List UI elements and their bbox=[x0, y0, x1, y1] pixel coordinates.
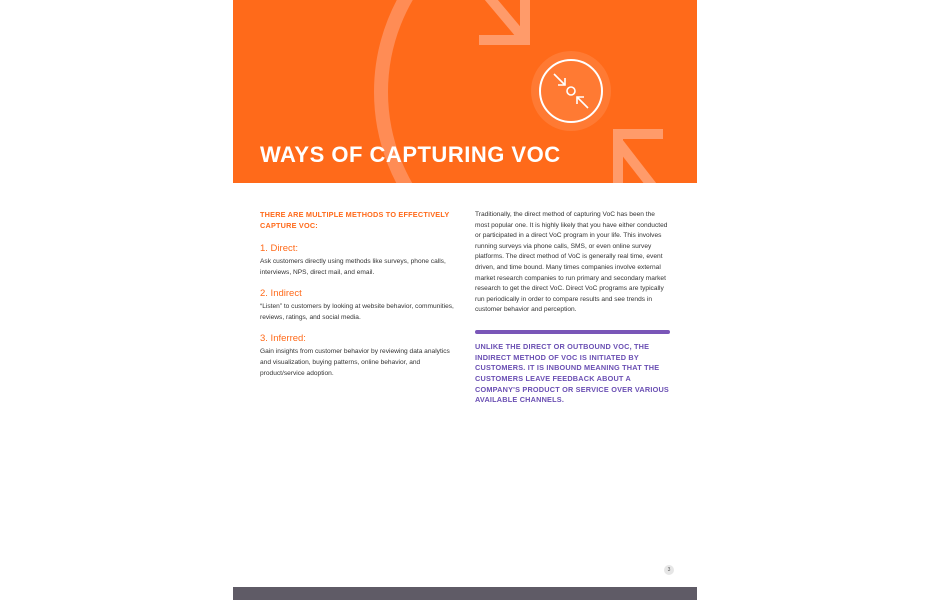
pull-quote: UNLIKE THE DIRECT OR OUTBOUND VOC, THE INDIRECT METHOD OF VOC IS INITIATED BY CUSTOMERS. IT IS INBOUND MEANING THAT THE CUSTOMERS LEAVE FEEDBACK ABOUT A COMPANY'S PRODUCT OR SERVICE OVER VARIOUS AVAILABLE CHANNELS. bbox=[475, 341, 670, 405]
right-column bbox=[475, 210, 670, 406]
method-direct bbox=[260, 243, 456, 278]
method-description: Gain insights from customer behavior by reviewing data analytics and visualization, buying patterns, online behavior, and product/service adoption. bbox=[260, 348, 450, 377]
body-paragraph: Traditionally, the direct method of capturing VoC has been the most popular one. It is highly likely that you have either conducted or participated in a direct VoC program in your life. This involves running surveys via phone calls, SMS, or even online survey platforms. The direct method of VoC is generally real time, event driven, and time bound. Many times companies involve external market research companies to run primary and secondary market research to get the direct VoC. Direct VoC programs are typically run periodically in order to compare results and see trends in customer behavior and perception. bbox=[475, 211, 668, 314]
page-number: 3 bbox=[664, 565, 674, 575]
left-column bbox=[260, 210, 456, 389]
header-banner bbox=[233, 0, 697, 183]
method-indirect bbox=[260, 288, 456, 323]
method-inferred bbox=[260, 333, 456, 379]
document-page bbox=[233, 0, 697, 600]
footer-bar bbox=[233, 587, 697, 600]
icon-halo bbox=[531, 51, 611, 131]
method-description: Ask customers directly using methods like surveys, phone calls, interviews, NPS, direct mail, and email. bbox=[260, 258, 446, 276]
page-title: WAYS OF CAPTURING VOC bbox=[260, 142, 561, 167]
method-title: 1. Direct: bbox=[260, 243, 299, 254]
intro-heading: THERE ARE MULTIPLE METHODS TO EFFECTIVELY CAPTURE VOC: bbox=[260, 210, 450, 230]
method-title: 2. Indirect bbox=[260, 288, 302, 300]
decorative-arrow-bottom bbox=[618, 134, 663, 183]
pull-quote-divider bbox=[475, 330, 670, 334]
decorative-arrow-top bbox=[479, 0, 525, 40]
method-title: 3. Inferred: bbox=[260, 333, 306, 345]
method-description: “Listen” to customers by looking at website behavior, communities, reviews, ratings, and social media. bbox=[260, 303, 454, 321]
